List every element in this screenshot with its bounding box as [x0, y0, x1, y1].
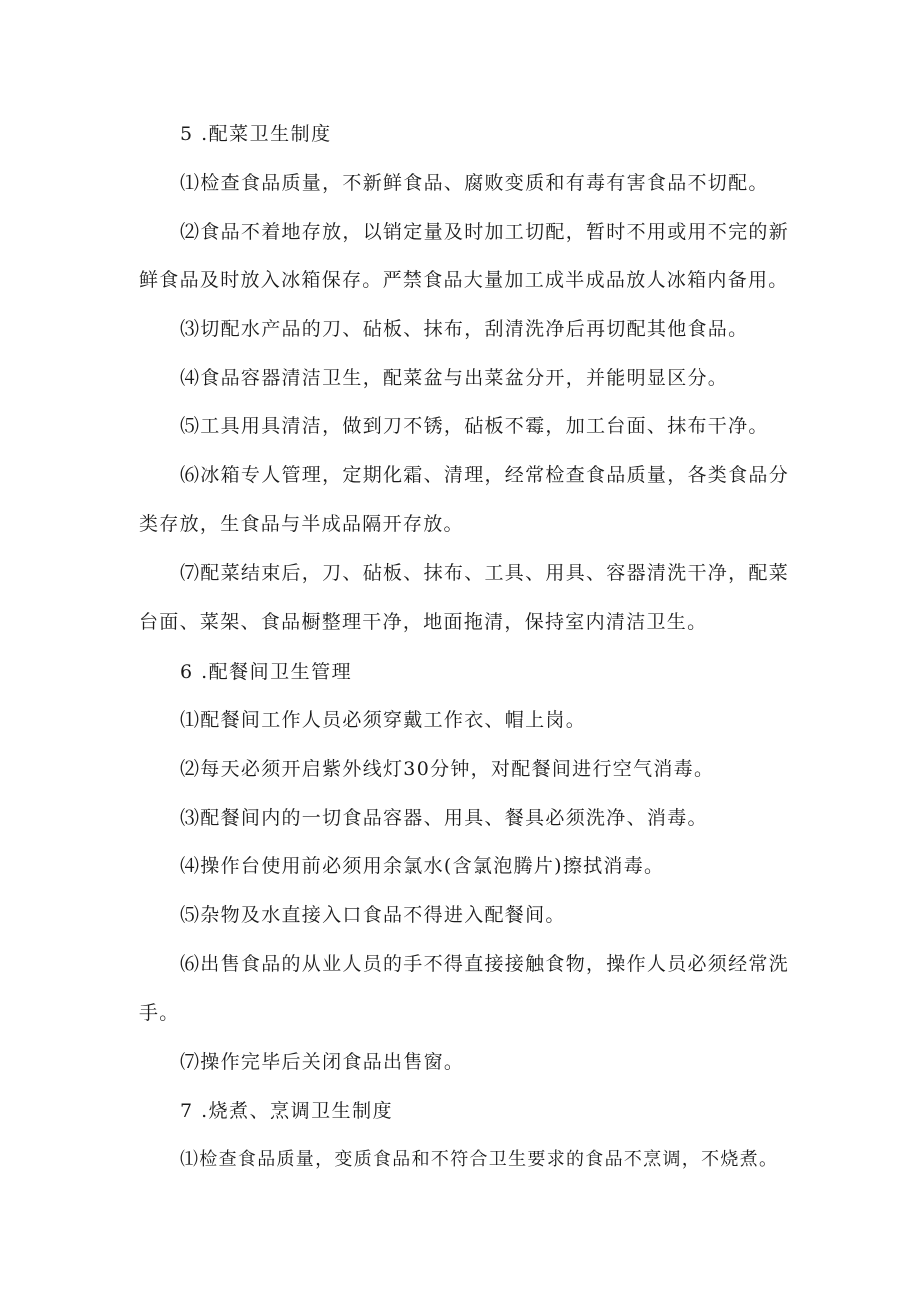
paragraph-line: ⑶切配水产品的刀、砧板、抹布，刮清洗净后再切配其他食品。 — [180, 318, 749, 340]
paragraph-line: ⑺配菜结束后，刀、砧板、抹布、工具、用具、容器清洗干净，配菜 — [180, 562, 790, 584]
paragraph-line: 手。 — [139, 1002, 180, 1024]
paragraph-line: ⑷操作台使用前必须用余氯水(含氯泡腾片)擦拭消毒。 — [180, 855, 665, 877]
paragraph-line: 鲜食品及时放入冰箱保存。严禁食品大量加工成半成品放人冰箱内备用。 — [139, 269, 789, 291]
paragraph-line: ⑴配餐间工作人员必须穿戴工作衣、帽上岗。 — [180, 709, 587, 731]
paragraph-line: ⑶配餐间内的一切食品容器、用具、餐具必须洗净、消毒。 — [180, 807, 708, 829]
paragraph-line: ⑷食品容器清洁卫生，配菜盆与出菜盆分开，并能明显区分。 — [180, 367, 729, 389]
paragraph-line: ⑹冰箱专人管理，定期化霜、清理，经常检查食品质量，各类食品分 — [180, 464, 790, 486]
paragraph-line: ⑺操作完毕后关闭食品出售窗。 — [180, 1051, 465, 1073]
section-heading-6: 6 .配餐间卫生管理 — [180, 661, 353, 683]
paragraph-line: 类存放，生食品与半成品隔开存放。 — [139, 513, 464, 535]
paragraph-line: ⑴检查食品质量，不新鲜食品、腐败变质和有毒有害食品不切配。 — [180, 172, 769, 194]
paragraph-line: 台面、菜架、食品橱整理干净，地面拖清，保持室内清洁卫生。 — [139, 611, 708, 633]
paragraph-line: ⑴检查食品质量，变质食品和不符合卫生要求的食品不烹调，不烧煮。 — [180, 1149, 779, 1170]
section-heading-5: 5 .配菜卫生制度 — [180, 123, 332, 145]
paragraph-line: ⑵食品不着地存放，以销定量及时加工切配，暂时不用或用不完的新 — [180, 221, 790, 243]
paragraph-line: ⑸杂物及水直接入口食品不得进入配餐间。 — [180, 904, 566, 926]
paragraph-line: ⑸工具用具清洁，做到刀不锈，砧板不霉，加工台面、抹布干净。 — [180, 415, 769, 437]
paragraph-line: ⑹出售食品的从业人员的手不得直接接触食物，操作人员必须经常洗 — [180, 953, 790, 975]
section-heading-7: 7 .烧煮、烹调卫生制度 — [180, 1100, 394, 1122]
paragraph-line: ⑵每天必须开启紫外线灯30分钟，对配餐间进行空气消毒。 — [180, 758, 715, 780]
